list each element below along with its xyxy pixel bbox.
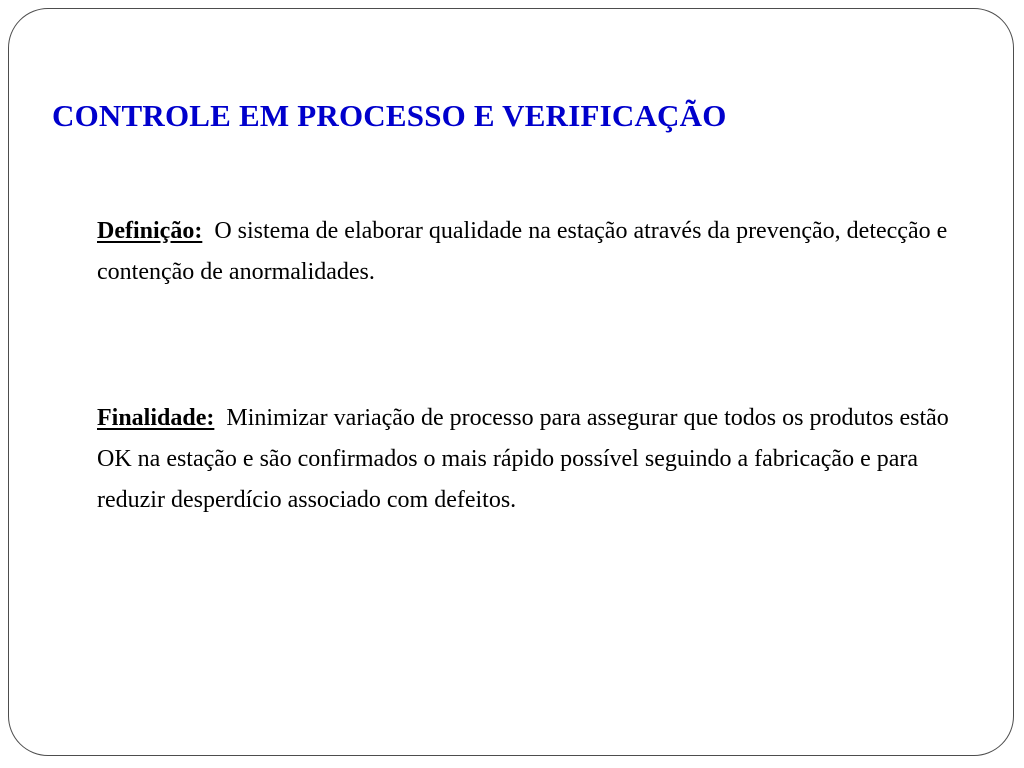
purpose-label: Finalidade: bbox=[97, 405, 215, 431]
purpose-text: Minimizar variação de processo para assegurar que todos os produtos estão OK na estação e são confirmados o mais rápido possível seguindo a fabricação e para reduzir desperdício associado com defeitos. bbox=[97, 405, 949, 513]
slide-frame bbox=[8, 8, 1014, 756]
definition-paragraph bbox=[97, 211, 957, 293]
purpose-paragraph bbox=[97, 398, 957, 521]
definition-text: O sistema de elaborar qualidade na estação através da prevenção, detecção e contenção de anormalidades. bbox=[97, 218, 948, 285]
slide-title: CONTROLE EM PROCESSO E VERIFICAÇÃO bbox=[52, 98, 727, 133]
definition-label: Definição: bbox=[97, 218, 203, 244]
